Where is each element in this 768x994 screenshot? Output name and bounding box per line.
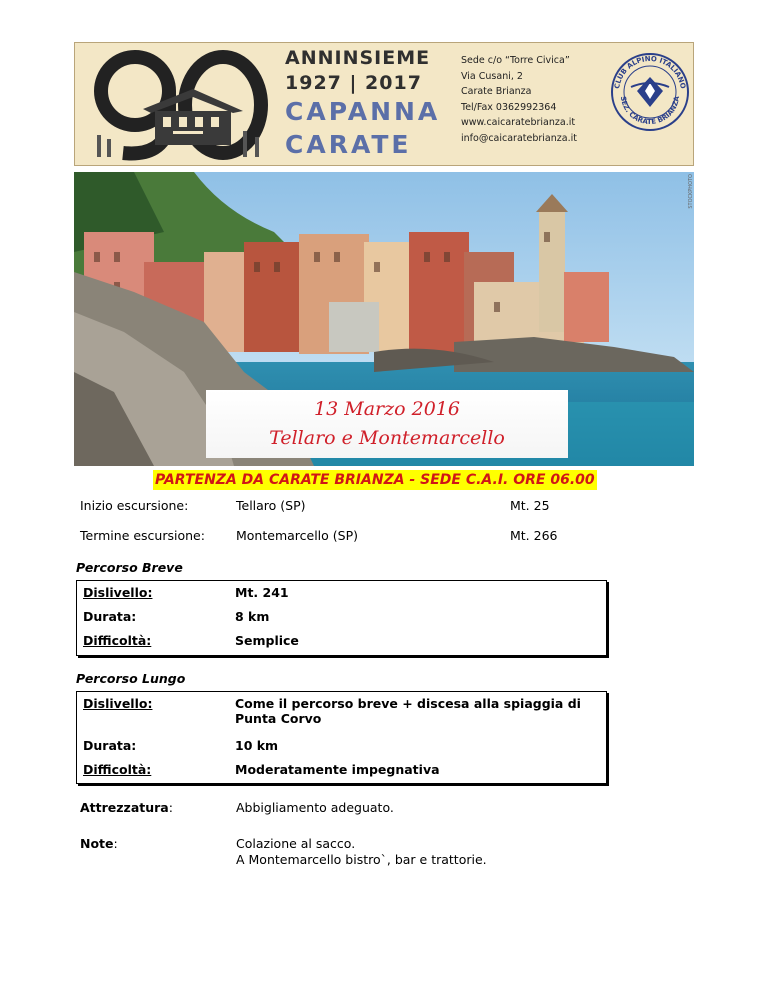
end-location: Montemarcello (SP) <box>236 528 359 543</box>
contact-phone: Tel/Fax 0362992364 <box>461 101 557 113</box>
short-route-title: Percorso Breve <box>76 560 183 575</box>
contact-street: Via Cusani, 2 <box>461 70 523 82</box>
svg-text:SEZ. CARATE BRIANZA: SEZ. CARATE BRIANZA <box>618 95 682 127</box>
long-elevation-value: Come il percorso breve + discesa alla spiaggia di Punta Corvo <box>235 696 581 726</box>
title-anninsieme: ANNINSIEME <box>285 47 431 69</box>
short-difficulty-value: Semplice <box>235 633 299 648</box>
contact-city: Carate Brianza <box>461 86 532 97</box>
equipment-colon: : <box>168 800 173 815</box>
svg-text:CLUB ALPINO ITALIANO: CLUB ALPINO ITALIANO <box>613 54 687 90</box>
short-duration-value: 8 km <box>235 609 270 624</box>
equipment-label: Attrezzatura <box>80 800 169 815</box>
anniversary-title <box>285 47 445 166</box>
contact-email: info@caicaratebrianza.it <box>461 132 577 144</box>
event-place: Tellaro e Montemarcello <box>269 427 505 449</box>
capanna-90-logo <box>83 49 273 161</box>
equipment-label-row <box>80 800 173 815</box>
header-banner <box>74 42 694 166</box>
long-route-title: Percorso Lungo <box>76 671 186 686</box>
short-duration-label: Durata: <box>83 609 137 624</box>
title-years: 1927 | 2017 <box>285 72 422 94</box>
notes-line1: Colazione al sacco. <box>236 836 356 851</box>
end-altitude: Mt. 266 <box>510 528 558 543</box>
long-duration-label: Durata: <box>83 738 137 753</box>
title-capanna: CAPANNA <box>285 97 441 126</box>
notes-label: Note <box>80 836 114 851</box>
start-label: Inizio escursione: <box>80 498 189 513</box>
contact-address: Sede c/o “Torre Civica” <box>461 55 570 66</box>
departure-banner: PARTENZA DA CARATE BRIANZA - SEDE C.A.I. ORE 06.00 <box>155 472 595 488</box>
photo-watermark: STOCKPHOTO <box>688 174 694 209</box>
notes-colon: : <box>113 836 118 851</box>
long-duration-value: 10 km <box>235 738 279 753</box>
notes-line2: A Montemarcello bistro`, bar e trattorie. <box>236 852 487 867</box>
title-carate: CARATE <box>285 130 412 159</box>
short-route-box <box>76 580 607 656</box>
short-elevation-label: Dislivello: <box>83 585 153 600</box>
event-caption <box>206 390 568 458</box>
long-difficulty-value: Moderatamente impegnativa <box>235 762 440 777</box>
long-route-box <box>76 691 607 784</box>
equipment-value: Abbigliamento adeguato. <box>236 800 394 815</box>
event-date: 13 Marzo 2016 <box>314 398 460 420</box>
contact-block <box>461 53 601 146</box>
short-difficulty-label: Difficoltà: <box>83 633 152 648</box>
long-difficulty-label: Difficoltà: <box>83 762 152 777</box>
cai-seal-logo <box>609 51 691 133</box>
end-label: Termine escursione: <box>80 528 205 543</box>
long-elevation-label: Dislivello: <box>83 696 153 711</box>
start-location: Tellaro (SP) <box>236 498 306 513</box>
short-elevation-value: Mt. 241 <box>235 585 289 600</box>
notes-label-row <box>80 836 118 851</box>
contact-website: www.caicaratebrianza.it <box>461 117 576 128</box>
start-altitude: Mt. 25 <box>510 498 550 513</box>
